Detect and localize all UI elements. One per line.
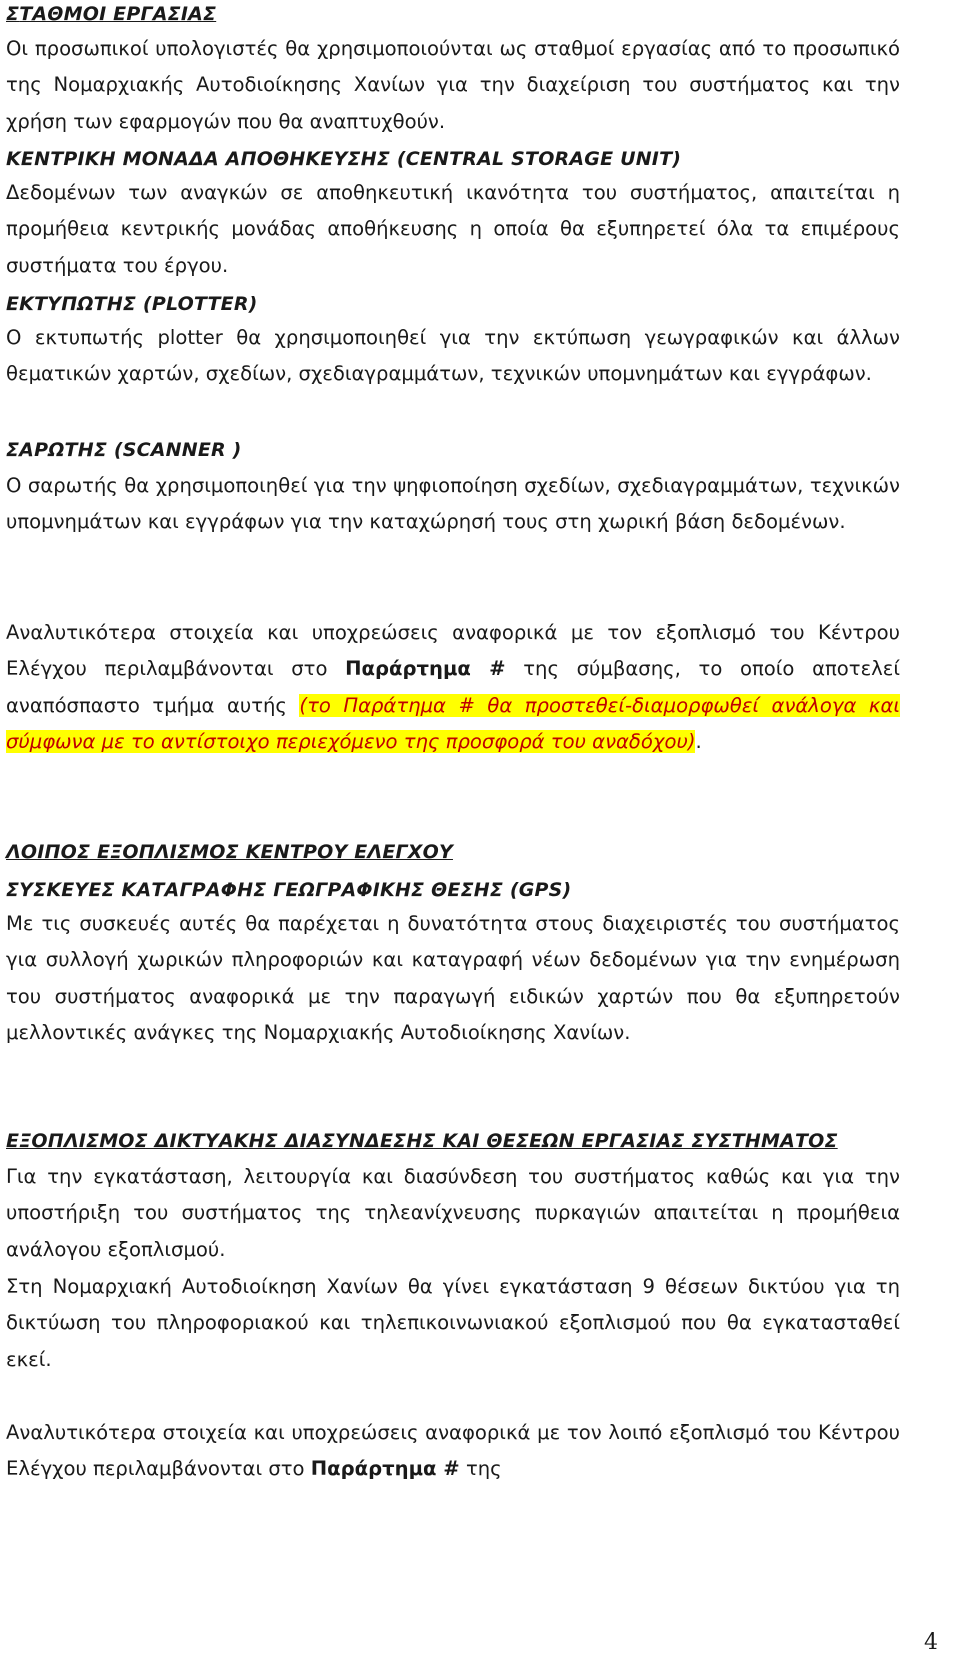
heading-network-equipment: ΕΞΟΠΛΙΣΜΟΣ ΔΙΚΤΥΑΚΗΣ ΔΙΑΣΥΝΔΕΣΗΣ ΚΑΙ ΘΕΣΕΩΝ ΕΡΓΑΣΙΑΣ ΣΥΣΤΗΜΑΤΟΣ	[6, 1130, 838, 1152]
paragraph-plotter: Ο εκτυπωτής plotter θα χρησιμοποιηθεί για την εκτύπωση γεωγραφικών και άλλων θεματικών χαρτών, σχεδίων, σχεδιαγραμμάτων, τεχνικών υπομνημάτων και εγγράφων.	[6, 326, 900, 386]
paragraph-scanner: Ο σαρωτής θα χρησιμοποιηθεί για την ψηφιοποίηση σχεδίων, σχεδιαγραμμάτων, τεχνικών υπομνημάτων και εγγράφων για την καταχώρησή τους στη χωρική βάση δεδομένων.	[6, 474, 900, 534]
paragraph-network-installation: Για την εγκατάσταση, λειτουργία και διασύνδεση του συστήματος καθώς και για την υποστήριξη του συστήματος της τηλεανίχνευσης πυρκαγιών απαιτείται η προμήθεια ανάλογου εξοπλισμού.	[6, 1165, 900, 1261]
paragraph-other-appendix-reference	[6, 1415, 900, 1488]
paragraph-appendix-reference	[6, 615, 900, 760]
heading-other-equipment: ΛΟΙΠΟΣ ΕΞΟΠΛΙΣΜΟΣ ΚΕΝΤΡΟΥ ΕΛΕΓΧΟΥ	[6, 841, 453, 863]
paragraph-network-positions: Στη Νομαρχιακή Αυτοδιοίκηση Χανίων θα γίνει εγκατάσταση 9 θέσεων δικτύου για τη δικτύωση του πληροφοριακού και τηλεπικοινωνιακού εξοπλισμού που θα εγκατασταθεί εκεί.	[6, 1275, 900, 1371]
heading-gps-devices: ΣΥΣΚΕΥΕΣ ΚΑΤΑΓΡΑΦΗΣ ΓΕΩΓΡΑΦΙΚΗΣ ΘΕΣΗΣ (GPS)	[6, 879, 572, 901]
heading-scanner: ΣΑΡΩΤΗΣ (SCANNER )	[6, 439, 242, 461]
other-appendix-link-bold: Παράρτημα #	[310, 1457, 460, 1481]
paragraph-gps-devices: Με τις συσκευές αυτές θα παρέχεται η δυνατότητα στους διαχειριστές του συστήματος για συλλογή χωρικών πληροφοριών και καταγραφή νέων δεδομένων για την ενημέρωση του συστήματος αναφορικά με την παραγωγή ειδικών χαρτών που θα εξυπηρετούν μελλοντικές ανάγκες της Νομαρχιακής Αυτοδιοίκησης Χανίων.	[6, 912, 900, 1044]
heading-workstations-rest: ΤΑΘΜΟΙ ΕΡΓΑΣΙΑΣ	[19, 3, 217, 25]
paragraph-workstations: Οι προσωπικοί υπολογιστές θα χρησιμοποιούνται ως σταθμοί εργασίας από το προσωπικό της Νομαρχιακής Αυτοδιοίκησης Χανίων για την διαχείριση του συστήματος και την χρήση των εφαρμογών που θα αναπτυχθούν.	[6, 37, 900, 133]
page-number: 4	[924, 1630, 938, 1655]
appendix-text-mid: της σύμβασης, το οποίο αποτελεί αναπόσπαστο τμήμα αυτής	[6, 657, 900, 717]
appendix-text-end: .	[695, 729, 702, 753]
other-appendix-text-pre: Αναλυτικότερα στοιχεία και υποχρεώσεις αναφορικά με τον λοιπό εξοπλισμό του Κέντρου Ελέγχου περιλαμβάνονται στο	[6, 1421, 900, 1481]
appendix-link-bold: Παράρτημα #	[345, 657, 506, 681]
paragraph-central-storage: Δεδομένων των αναγκών σε αποθηκευτική ικανότητα του συστήματος, απαιτείται η προμήθεια κεντρικής μονάδας αποθήκευσης η οποία θα εξυπηρετεί όλα τα επιμέρους συστήματα του έργου.	[6, 181, 900, 277]
highlighted-note: (το Παράτημα # θα προστεθεί-διαμορφωθεί ανάλογα και σύμφωνα με το αντίστοιχο περιεχόμενο της προσφορά του αναδόχου)	[6, 693, 900, 753]
heading-central-storage: ΚΕΝΤΡΙΚΗ ΜΟΝΑΔΑ ΑΠΟΘΗΚΕΥΣΗΣ (CENTRAL STORAGE UNIT)	[6, 148, 682, 170]
heading-plotter: ΕΚΤΥΠΩΤΗΣ (PLOTTER)	[6, 293, 258, 315]
heading-workstations	[6, 1, 216, 27]
other-appendix-text-end: της	[459, 1457, 502, 1481]
heading-workstations-initial: Σ	[6, 3, 20, 25]
appendix-text-pre: Αναλυτικότερα στοιχεία και υποχρεώσεις αναφορικά με τον εξοπλισμό του Κέντρου Ελέγχου περιλαμβάνονται στο	[6, 621, 900, 681]
